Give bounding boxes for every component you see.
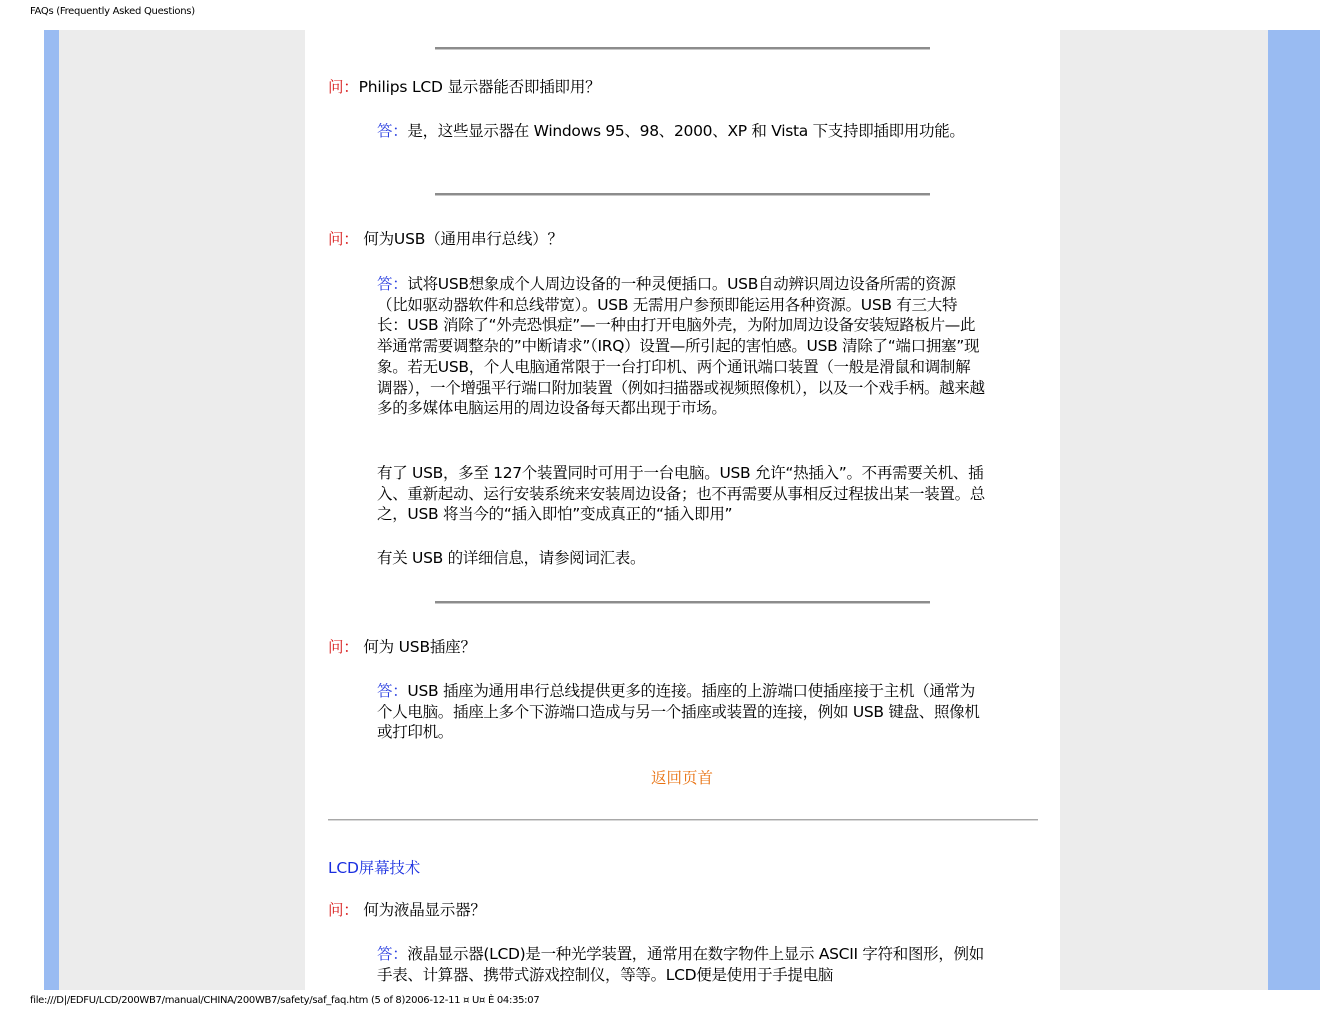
faq-question [328, 77, 600, 97]
faq-question [328, 637, 476, 657]
right-grey-band [1060, 30, 1268, 990]
question-label: 问： [328, 78, 359, 96]
question-text: 何为液晶显示器？ [358, 901, 486, 919]
answer-label: 答： [377, 945, 408, 963]
faq-answer-paragraph: 有了 USB，多至 127个装置同时可用于一台电脑。USB 允许“热插入”。不再需要关机、插入、重新起动、运行安装系统来安装周边设备；也不再需要从事相反过程拔出某一装置。总之，USB 将当今的“插入即怕”变成真正的“插入即用” [377, 464, 986, 524]
faq-question [328, 229, 563, 249]
section-title-link[interactable]: LCD屏幕技术 [328, 859, 420, 877]
faq-question [328, 900, 486, 920]
question-text: Philips LCD 显示器能否即插即用？ [358, 78, 601, 96]
faq-answer [377, 274, 985, 419]
divider [435, 601, 930, 604]
question-label: 问： [328, 901, 359, 919]
print-header: FAQs (Frequently Asked Questions) [30, 6, 195, 17]
print-footer: file:///D|/EDFU/LCD/200WB7/manual/CHINA/200WB7/safety/saf_faq.htm (5 of 8)2006-12-11 ¤ U¤ È 04:35:07 [30, 995, 540, 1006]
faq-answer-paragraph: 有关 USB 的详细信息，请参阅词汇表。 [377, 549, 646, 567]
right-blue-band [1268, 30, 1320, 990]
section-divider [328, 819, 1038, 821]
answer-text: 试将USB想象成个人周边设备的一种灵便插口。USB自动辨识周边设备所需的资源（比如驱动器软件和总线带宽）。USB 无需用户参预即能运用各种资源。USB 有三大特长：USB 消除了“外壳恐惧症”—一种由打开电脑外壳，为附加周边设备安装短路板片—此举通常需要调整杂的”中断请求”（IRQ）设置—所引起的害怕感。USB 清除了“端口拥塞”现象。若无USB，个人电脑通常限于一台打印机、两个通讯端口装置（一般是滑鼠和调制解调器），一个增强平行端口附加装置（例如扫描器或视频照像机），以及一个戏手柄。越来越多的多媒体电脑运用的周边设备每天都出现于市场。 [377, 275, 985, 418]
back-to-top-link[interactable]: 返回页首 [651, 769, 714, 787]
question-text: 何为USB（通用串行总线）？ [358, 230, 563, 248]
faq-answer [377, 121, 985, 142]
answer-text: USB 插座为通用串行总线提供更多的连接。插座的上游端口使插座接于主机（通常为个人电脑。插座上多个下游端口造成与另一个插座或装置的连接，例如 USB 键盘、照像机或打印机。 [377, 682, 980, 742]
left-grey-band [59, 30, 305, 990]
answer-text: 液晶显示器(LCD)是一种光学装置，通常用在数字物件上显示 ASCII 字符和图形，例如手表、计算器、携带式游戏控制仪，等等。LCD便是使用于手提电脑 [377, 945, 984, 984]
question-label: 问： [328, 638, 359, 656]
divider [435, 193, 930, 196]
answer-label: 答： [377, 682, 408, 700]
answer-label: 答： [377, 122, 408, 140]
left-blue-band [44, 30, 59, 990]
question-text: 何为 USB插座？ [358, 638, 476, 656]
faq-answer [377, 681, 985, 743]
divider [435, 47, 930, 50]
question-label: 问： [328, 230, 359, 248]
answer-text: 是，这些显示器在 Windows 95、98、2000、XP 和 Vista 下支持即插即用功能。 [407, 122, 965, 140]
answer-label: 答： [377, 275, 408, 293]
faq-answer [377, 944, 985, 986]
